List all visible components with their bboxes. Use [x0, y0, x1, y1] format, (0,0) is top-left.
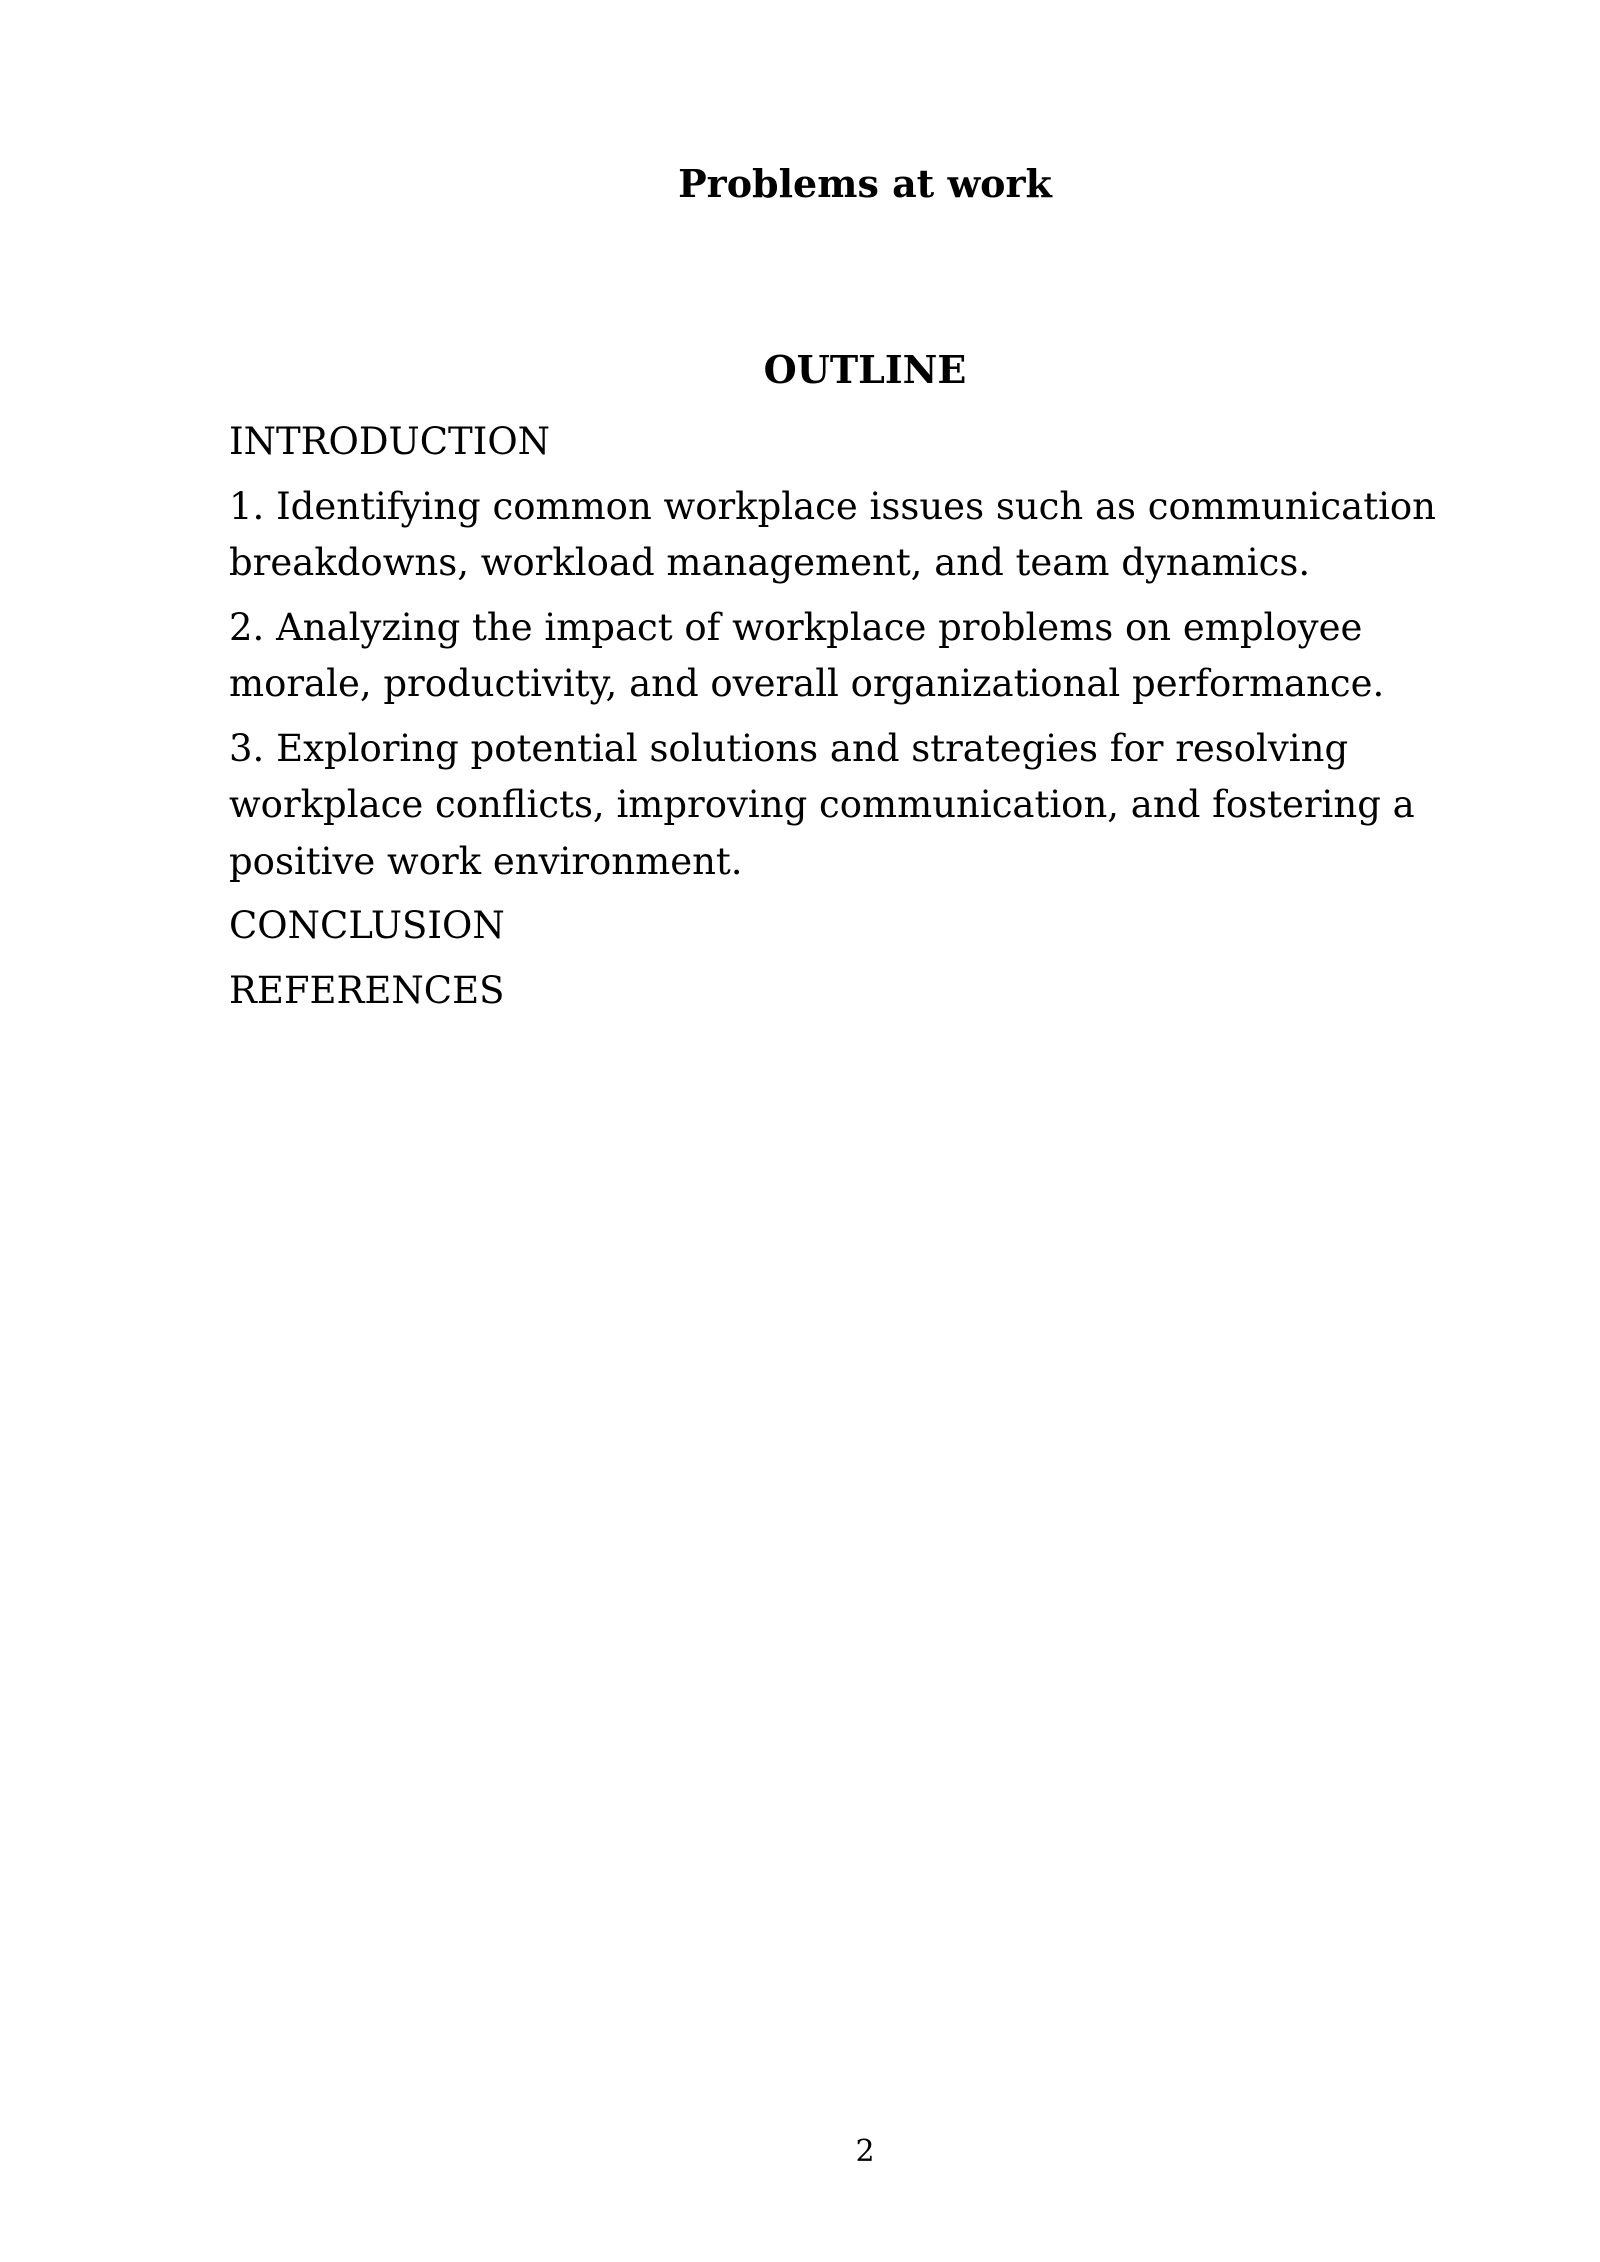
outline-list [229, 414, 1479, 1027]
outline-item-2: 2. Analyzing the impact of workplace problems on employee morale, productivity, and overall organizational performance. [229, 605, 1385, 705]
outline-item-3: 3. Exploring potential solutions and strategies for resolving workplace conflicts, improving communication, and fostering a positive work environment. [229, 726, 1415, 883]
outline-heading: OUTLINE [763, 347, 967, 392]
page-number: 2 [855, 2134, 875, 2169]
outline-item-1: 1. Identifying common workplace issues such as communication breakdowns, workload management, and team dynamics. [229, 484, 1437, 584]
outline-item-introduction: INTRODUCTION [229, 420, 551, 463]
outline-item-references: REFERENCES [229, 968, 505, 1012]
outline-item-conclusion: CONCLUSION [229, 904, 505, 947]
document-title: Problems at work [678, 161, 1052, 206]
